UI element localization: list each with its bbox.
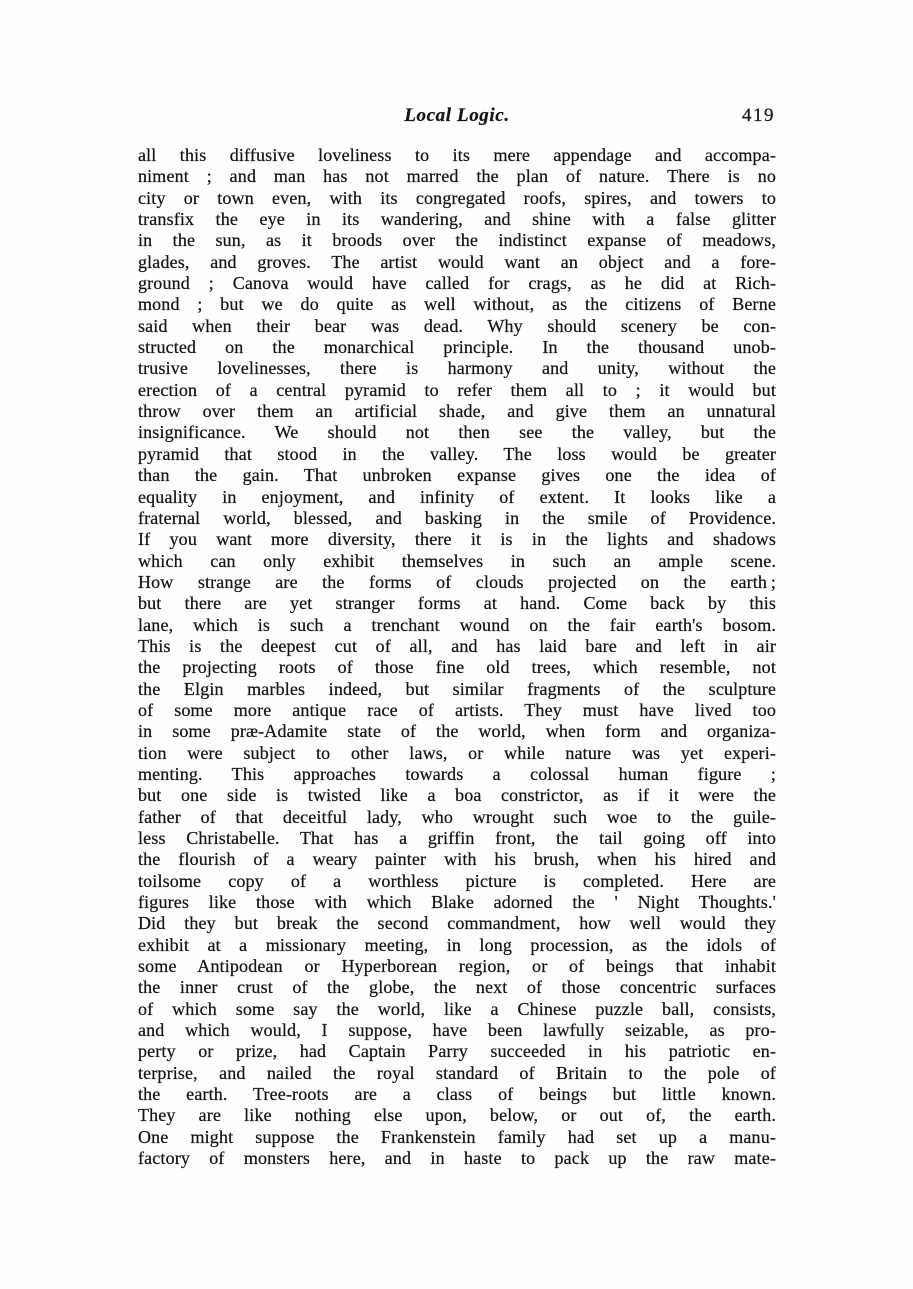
text-line: all this diffusive loveliness to its mere appendage and accompa- <box>138 145 776 165</box>
text-line: insignificance. We should not then see the valley, but the <box>138 422 776 443</box>
text-line: but there are yet stranger forms at hand. Come back by this <box>138 593 776 614</box>
text-line: equality in enjoyment, and infinity of extent. It looks like a <box>138 486 776 507</box>
text-line: menting. This approaches towards a colossal human figure ; <box>138 763 776 784</box>
text-line: How strange are the forms of clouds projected on the earth ; <box>138 571 776 592</box>
text-line: lane, which is such a trenchant wound on the fair earth's bosom. <box>138 614 776 635</box>
text-line: transfix the eye in its wandering, and shine with a false glitter <box>138 209 776 230</box>
text-line: niment ; and man has not marred the plan of nature. There is no <box>138 166 776 187</box>
page-header <box>137 105 777 131</box>
text-line: mond ; but we do quite as well without, as the citizens of Berne <box>138 294 776 315</box>
text-line: in some præ-Adamite state of the world, when form and organiza- <box>138 721 776 742</box>
text-line: terprise, and nailed the royal standard of Britain to the pole of <box>138 1062 776 1083</box>
page-number: 419 <box>742 105 775 126</box>
text-line: This is the deepest cut of all, and has laid bare and left in air <box>138 635 776 656</box>
text-line: They are like nothing else upon, below, or out of, the earth. <box>138 1105 776 1126</box>
text-line: and which would, I suppose, have been lawfully seizable, as pro- <box>138 1020 776 1041</box>
text-line: than the gain. That unbroken expanse gives one the idea of <box>138 465 776 486</box>
text-line: in the sun, as it broods over the indistinct expanse of meadows, <box>138 230 776 251</box>
text-line: of some more antique race of artists. They must have lived too <box>138 699 776 720</box>
text-line: the earth. Tree-roots are a class of beings but little known. <box>138 1084 776 1105</box>
text-line: perty or prize, had Captain Parry succeeded in his patriotic en- <box>138 1041 776 1062</box>
text-line: figures like those with which Blake adorned the ' Night Thoughts.' <box>138 892 776 913</box>
text-line: city or town even, with its congregated roofs, spires, and towers to <box>138 187 776 208</box>
text-line: throw over them an artificial shade, and give them an unnatural <box>138 401 776 422</box>
text-line: erection of a central pyramid to refer them all to ; it would but <box>138 379 776 400</box>
text-line: the inner crust of the globe, the next of those concentric surfaces <box>138 977 776 998</box>
running-title: Local Logic. <box>404 105 510 126</box>
text-line: the Elgin marbles indeed, but similar fragments of the sculpture <box>138 678 776 699</box>
text-line: If you want more diversity, there it is in the lights and shadows <box>138 529 776 550</box>
text-line: less Christabelle. That has a griffin front, the tail going off into <box>138 828 776 848</box>
text-line: toilsome copy of a worthless picture is completed. Here are <box>138 870 776 891</box>
text-line: Did they but break the second commandment, how well would they <box>138 913 776 934</box>
text-line: some Antipodean or Hyperborean region, or of beings that inhabit <box>138 956 776 977</box>
text-line: tion were subject to other laws, or while nature was yet experi- <box>138 742 776 763</box>
text-line: of which some say the world, like a Chinese puzzle ball, consists, <box>138 998 776 1019</box>
text-line: pyramid that stood in the valley. The loss would be greater <box>138 443 776 464</box>
text-line: trusive lovelinesses, there is harmony and unity, without the <box>138 358 776 379</box>
text-line: ground ; Canova would have called for crags, as he did at Rich- <box>138 273 776 294</box>
text-line: factory of monsters here, and in haste to pack up the raw mate- <box>138 1148 776 1169</box>
text-line: fraternal world, blessed, and basking in the smile of Providence. <box>138 507 776 528</box>
text-line: One might suppose the Frankenstein family had set up a manu- <box>138 1126 776 1147</box>
text-line: exhibit at a missionary meeting, in long procession, as the idols of <box>138 934 776 955</box>
text-line: the projecting roots of those fine old trees, which resemble, not <box>138 657 776 678</box>
text-line: but one side is twisted like a boa constrictor, as if it were the <box>138 785 776 806</box>
text-line: the flourish of a weary painter with his brush, when his hired and <box>138 849 776 870</box>
text-line: glades, and groves. The artist would want an object and a fore- <box>138 251 776 272</box>
body-text <box>138 145 776 1170</box>
text-line: father of that deceitful lady, who wrought such woe to the guile- <box>138 806 776 827</box>
text-line: structed on the monarchical principle. In the thousand unob- <box>138 337 776 358</box>
text-line: said when their bear was dead. Why should scenery be con- <box>138 315 776 336</box>
text-line: which can only exhibit themselves in such an ample scene. <box>138 550 776 571</box>
